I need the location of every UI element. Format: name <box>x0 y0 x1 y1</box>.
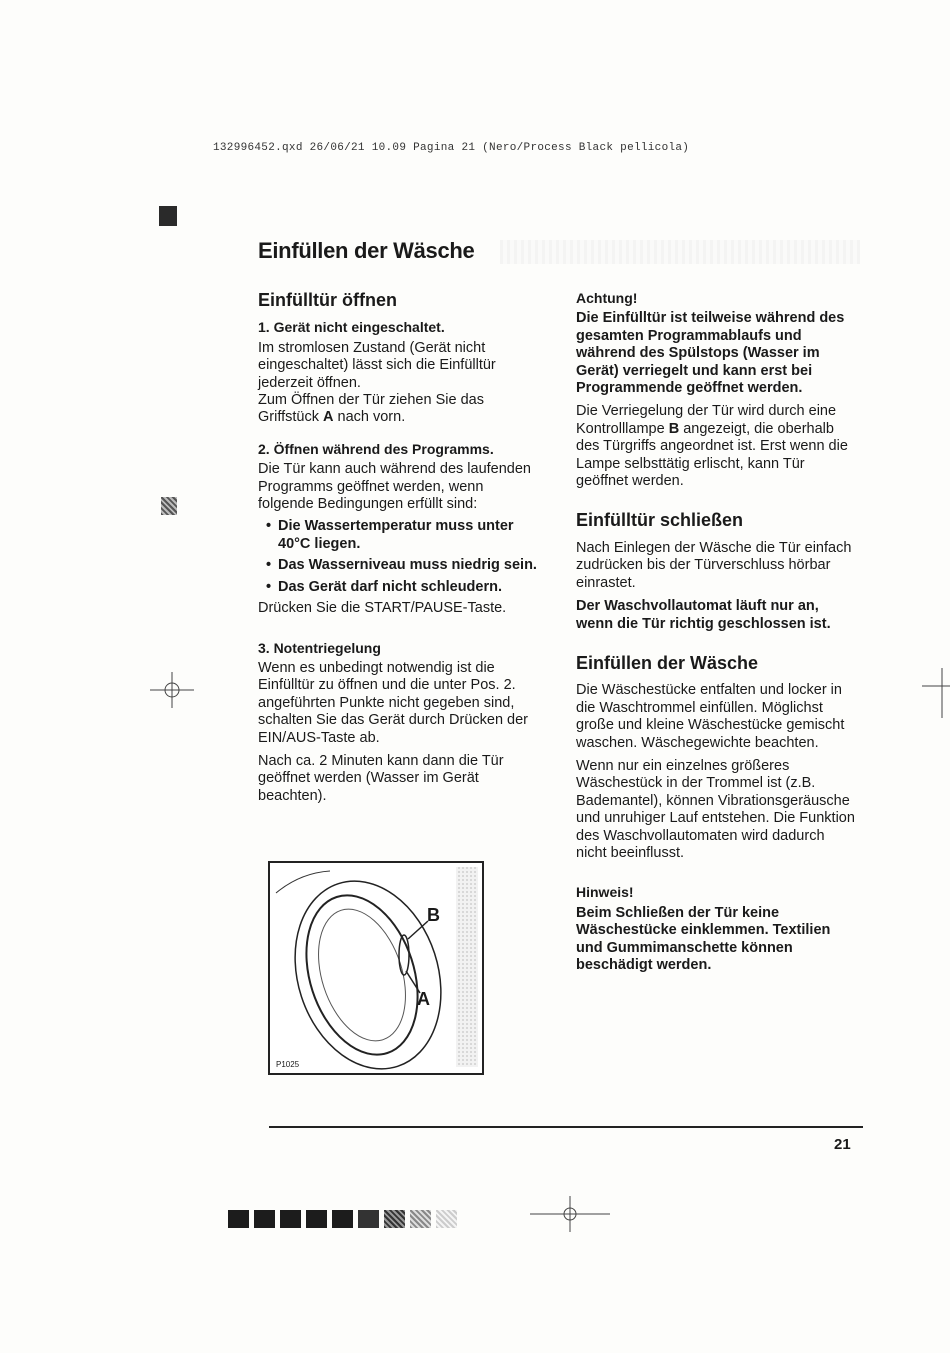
list-item: • Das Gerät darf nicht schleudern. <box>266 579 542 596</box>
color-bar-block <box>358 1210 379 1228</box>
text-fragment: nach vorn. <box>333 409 406 426</box>
paragraph-load-laundry: Die Wäschestücke entfalten und locker in die Waschtrommel einfüllen. Möglichst große und kleine Wäschestücke gemischt waschen. Wäschegewichte beachten. <box>576 682 845 751</box>
warning-text: Die Einfülltür ist teilweise während des gesamten Programmablaufs und während des Spülstops (Wasser im Gerät) verriegelt und kann erst bei Programmende geöffnet werden. <box>576 310 845 397</box>
subsection-title-1: 1. Gerät nicht eingeschaltet. <box>258 319 445 336</box>
warning-title: Achtung! <box>576 290 638 306</box>
list-item: • Die Wassertemperatur muss unter 40°C liegen. <box>266 518 542 553</box>
subsection-title-2: 2. Öffnen während des Programms. <box>258 440 494 457</box>
print-slug: 132996452.qxd 26/06/21 10.09 Pagina 21 (Nero/Process Black pellicola) <box>213 142 690 154</box>
color-bar-block <box>332 1210 353 1228</box>
text-fragment: angezeigt, die oberhalb des Türgriffs angeordnet ist. Erst wenn die Lampe selbsttätig erlischt, kann Tür geöffnet werden. <box>576 420 848 490</box>
text-fragment: Die Verriegelung der Tür wird durch eine Kontrolllampe <box>576 403 837 437</box>
section-heading-loading: Einfüllen der Wäsche <box>576 652 759 673</box>
color-bar-block <box>228 1210 249 1228</box>
color-bar-block <box>384 1210 405 1228</box>
color-bar-block <box>254 1210 275 1228</box>
left-column <box>258 292 542 805</box>
label-a-ref: A <box>323 409 334 426</box>
registration-square-top <box>159 206 177 226</box>
color-bar-block <box>410 1210 431 1228</box>
right-column <box>576 290 856 974</box>
crop-mark-right-icon <box>922 668 950 718</box>
paragraph-press-start: Drücken Sie die START/PAUSE-Taste. <box>258 600 507 617</box>
note-title: Hinweis! <box>576 884 634 901</box>
paragraph-emergency: Wenn es unbedingt notwendig ist die Einfülltür zu öffnen und die unter Pos. 2. angeführten Punkte nicht gegeben sind, schalten Sie das Gerät durch Drücken der EIN/AUS-Taste ab. <box>258 659 528 746</box>
footer-rule <box>269 1126 863 1128</box>
note-text: Beim Schließen der Tür keine Wäschestücke einklemmen. Textilien und Gummimanschette können beschädigt werden. <box>576 904 831 973</box>
paragraph-no-power: Im stromlosen Zustand (Gerät nicht eingeschaltet) lässt sich die Einfülltür jederzeit öffnen. <box>258 339 496 391</box>
paragraph-single-item: Wenn nur ein einzelnes größeres Wäschestück in der Trommel ist (z.B. Bademantel), können Vibrationsgeräusche und unruhiger Lauf entstehen. Die Funktion des Waschvollautomaten wird dadurch nicht beeinflusst. <box>576 757 855 861</box>
subsection-title-3: 3. Notentriegelung <box>258 639 381 656</box>
crop-mark-left-icon <box>150 672 194 708</box>
washing-machine-door-icon <box>270 863 482 1073</box>
paragraph-during-program: Die Tür kann auch während des laufenden Programms geöffnet werden, wenn folgende Bedingungen erfüllt sind: <box>258 461 532 513</box>
text-fragment: Zum Öffnen der Tür ziehen Sie das Griffstück <box>258 392 484 426</box>
figure-label-a: A <box>417 989 430 1009</box>
crop-mark-bottom-icon <box>530 1196 610 1232</box>
page-title: Einfüllen der Wäsche <box>258 238 475 263</box>
paragraph-lock-lamp <box>576 403 856 490</box>
conditions-list <box>266 518 542 596</box>
paragraph-close-door: Nach Einlegen der Wäsche die Tür einfach zudrücken bis der Türverschluss hörbar einrastet. <box>576 539 852 591</box>
list-item: • Das Wasserniveau muss niedrig sein. <box>266 557 542 574</box>
paragraph-wait: Nach ca. 2 Minuten kann dann die Tür geöffnet werden (Wasser im Gerät beachten). <box>258 752 504 804</box>
figure-code: P1025 <box>276 1060 300 1069</box>
label-b-ref: B <box>668 420 680 437</box>
title-noise-band <box>500 240 860 264</box>
registration-square-mid <box>161 497 177 515</box>
figure-label-b: B <box>427 905 440 925</box>
door-illustration <box>268 861 484 1075</box>
paragraph-door-closed-notice: Der Waschvollautomat läuft nur an, wenn die Tür richtig geschlossen ist. <box>576 598 831 632</box>
section-heading-close-door: Einfülltür schließen <box>576 510 744 531</box>
color-bar-block <box>436 1210 457 1228</box>
color-bar-block <box>280 1210 301 1228</box>
color-bar-block <box>306 1210 327 1228</box>
paragraph-pull-handle <box>258 392 542 427</box>
section-heading-open-door: Einfülltür öffnen <box>258 290 397 310</box>
page-number: 21 <box>834 1136 851 1153</box>
